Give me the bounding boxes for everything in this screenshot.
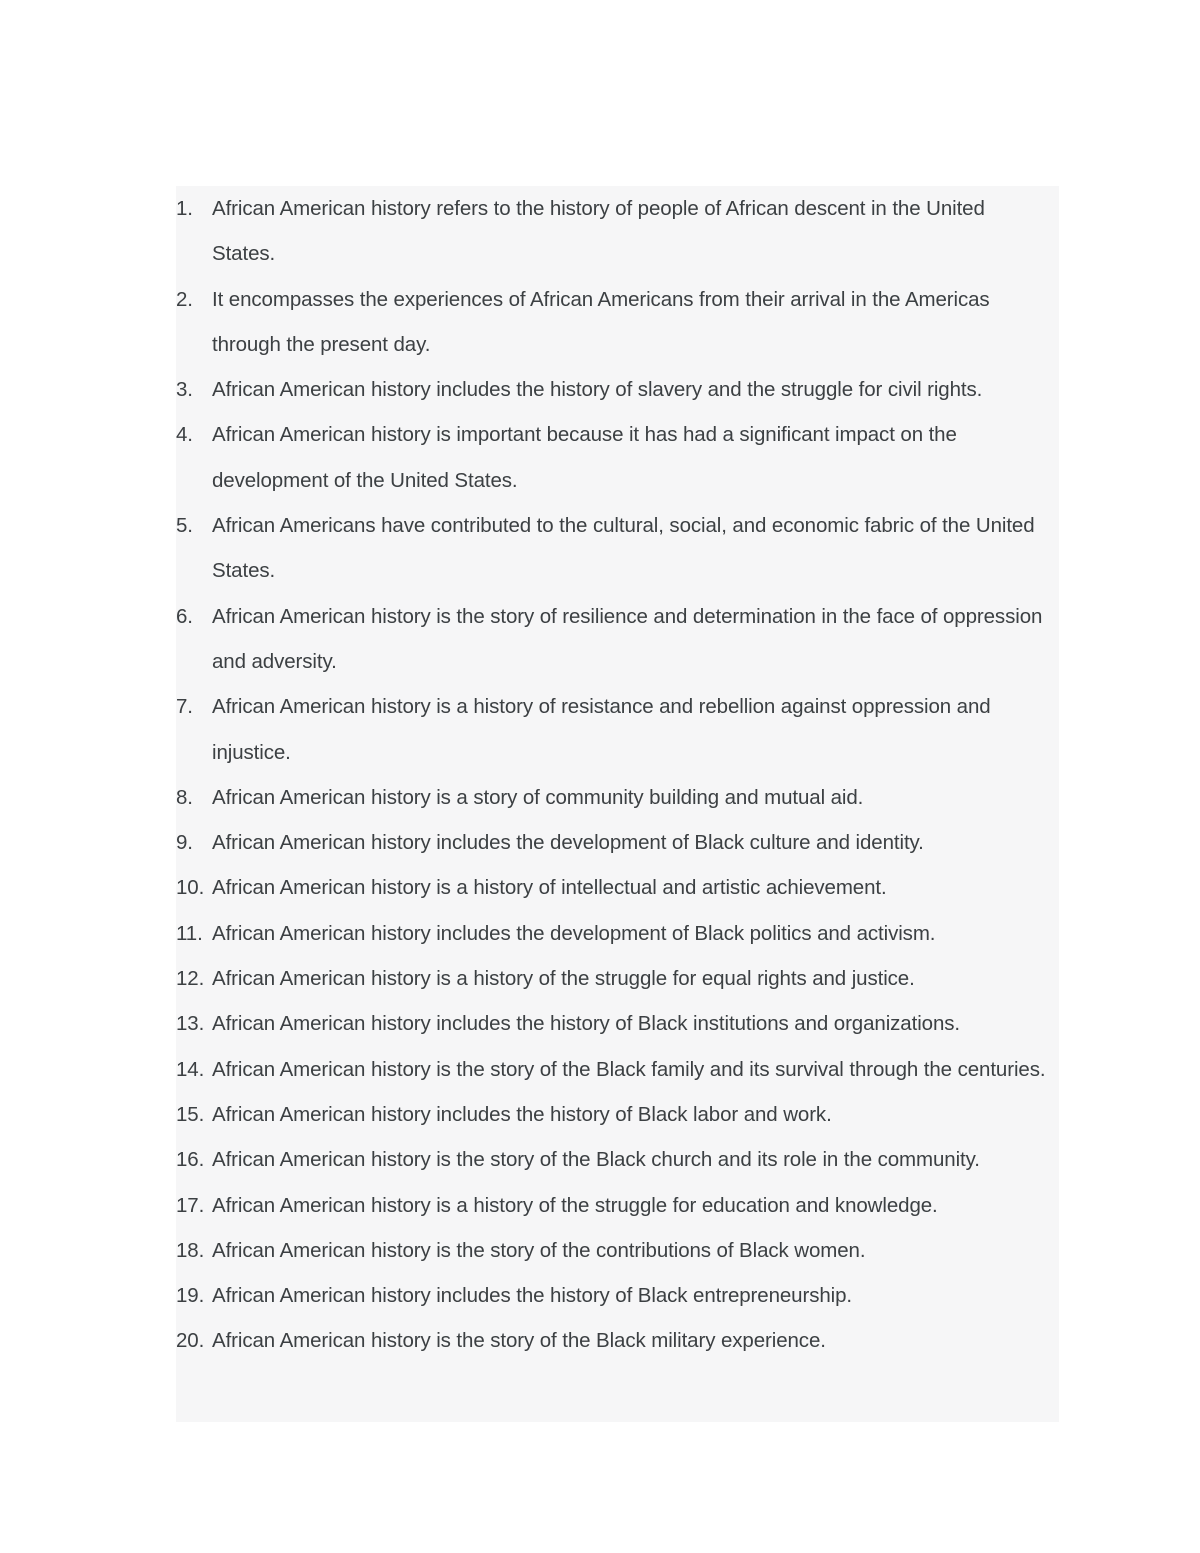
list-item bbox=[176, 367, 1059, 412]
item-text: African American history includes the development of Black culture and identity. bbox=[212, 831, 924, 855]
list-item bbox=[176, 1228, 1059, 1273]
item-text: African American history is a history of the struggle for education and knowledge. bbox=[212, 1193, 938, 1217]
list-item bbox=[176, 277, 1059, 368]
item-number: 14. bbox=[176, 1057, 205, 1081]
list-item bbox=[176, 865, 1059, 910]
list-item bbox=[176, 1047, 1059, 1092]
item-number: 10. bbox=[176, 876, 205, 900]
item-number: 9. bbox=[176, 831, 193, 855]
item-text: African American history is a history of intellectual and artistic achievement. bbox=[212, 876, 887, 900]
item-number: 5. bbox=[176, 514, 193, 538]
list-item bbox=[176, 956, 1059, 1001]
list-item bbox=[176, 1318, 1059, 1363]
item-number: 13. bbox=[176, 1012, 205, 1036]
item-number: 3. bbox=[176, 378, 193, 402]
item-text: African American history includes the history of slavery and the struggle for civil rights. bbox=[212, 378, 983, 402]
item-number: 15. bbox=[176, 1102, 205, 1126]
item-text: African Americans have contributed to the cultural, social, and economic fabric of the United States. bbox=[212, 514, 1035, 583]
item-text: African American history includes the development of Black politics and activism. bbox=[212, 921, 936, 945]
item-text: African American history is a history of the struggle for equal rights and justice. bbox=[212, 967, 915, 991]
item-number: 2. bbox=[176, 287, 193, 311]
list-item bbox=[176, 820, 1059, 865]
list-item bbox=[176, 684, 1059, 775]
list-item bbox=[176, 911, 1059, 956]
item-text: African American history is a story of community building and mutual aid. bbox=[212, 785, 864, 809]
item-text: African American history is a history of resistance and rebellion against oppression and injustice. bbox=[212, 695, 991, 764]
list-item bbox=[176, 186, 1059, 277]
item-number: 16. bbox=[176, 1148, 205, 1172]
list-item bbox=[176, 1183, 1059, 1228]
item-number: 19. bbox=[176, 1284, 205, 1308]
list-item bbox=[176, 1137, 1059, 1182]
item-number: 8. bbox=[176, 785, 193, 809]
item-text: African American history includes the history of Black entrepreneurship. bbox=[212, 1284, 853, 1308]
item-number: 17. bbox=[176, 1193, 205, 1217]
item-text: African American history refers to the history of people of African descent in the United States. bbox=[212, 197, 985, 266]
list-item bbox=[176, 594, 1059, 685]
item-text: It encompasses the experiences of African Americans from their arrival in the Americas through the present day. bbox=[212, 287, 990, 356]
item-number: 20. bbox=[176, 1329, 205, 1353]
list-item bbox=[176, 1092, 1059, 1137]
item-number: 12. bbox=[176, 967, 205, 991]
list-item bbox=[176, 1001, 1059, 1046]
item-number: 6. bbox=[176, 604, 193, 628]
item-number: 1. bbox=[176, 197, 193, 220]
list-item bbox=[176, 775, 1059, 820]
text-block bbox=[176, 186, 1059, 1422]
item-text: African American history is the story of the contributions of Black women. bbox=[212, 1238, 866, 1262]
item-number: 7. bbox=[176, 695, 193, 719]
item-text: African American history includes the history of Black institutions and organizations. bbox=[212, 1012, 960, 1036]
item-number: 11. bbox=[176, 921, 203, 945]
list-item bbox=[176, 503, 1059, 594]
item-number: 18. bbox=[176, 1238, 205, 1262]
item-text: African American history is the story of resilience and determination in the face of oppression and adversity. bbox=[212, 604, 1043, 673]
list-item bbox=[176, 412, 1059, 503]
item-text: African American history is the story of the Black family and its survival through the centuries. bbox=[212, 1057, 1046, 1081]
item-text: African American history is the story of the Black military experience. bbox=[212, 1329, 826, 1353]
item-text: African American history is the story of the Black church and its role in the community. bbox=[212, 1148, 980, 1172]
item-text: African American history is important because it has had a significant impact on the development of the United States. bbox=[212, 423, 957, 492]
numbered-list bbox=[176, 186, 1059, 1364]
list-item bbox=[176, 1273, 1059, 1318]
item-number: 4. bbox=[176, 423, 193, 447]
item-text: African American history includes the history of Black labor and work. bbox=[212, 1102, 832, 1126]
